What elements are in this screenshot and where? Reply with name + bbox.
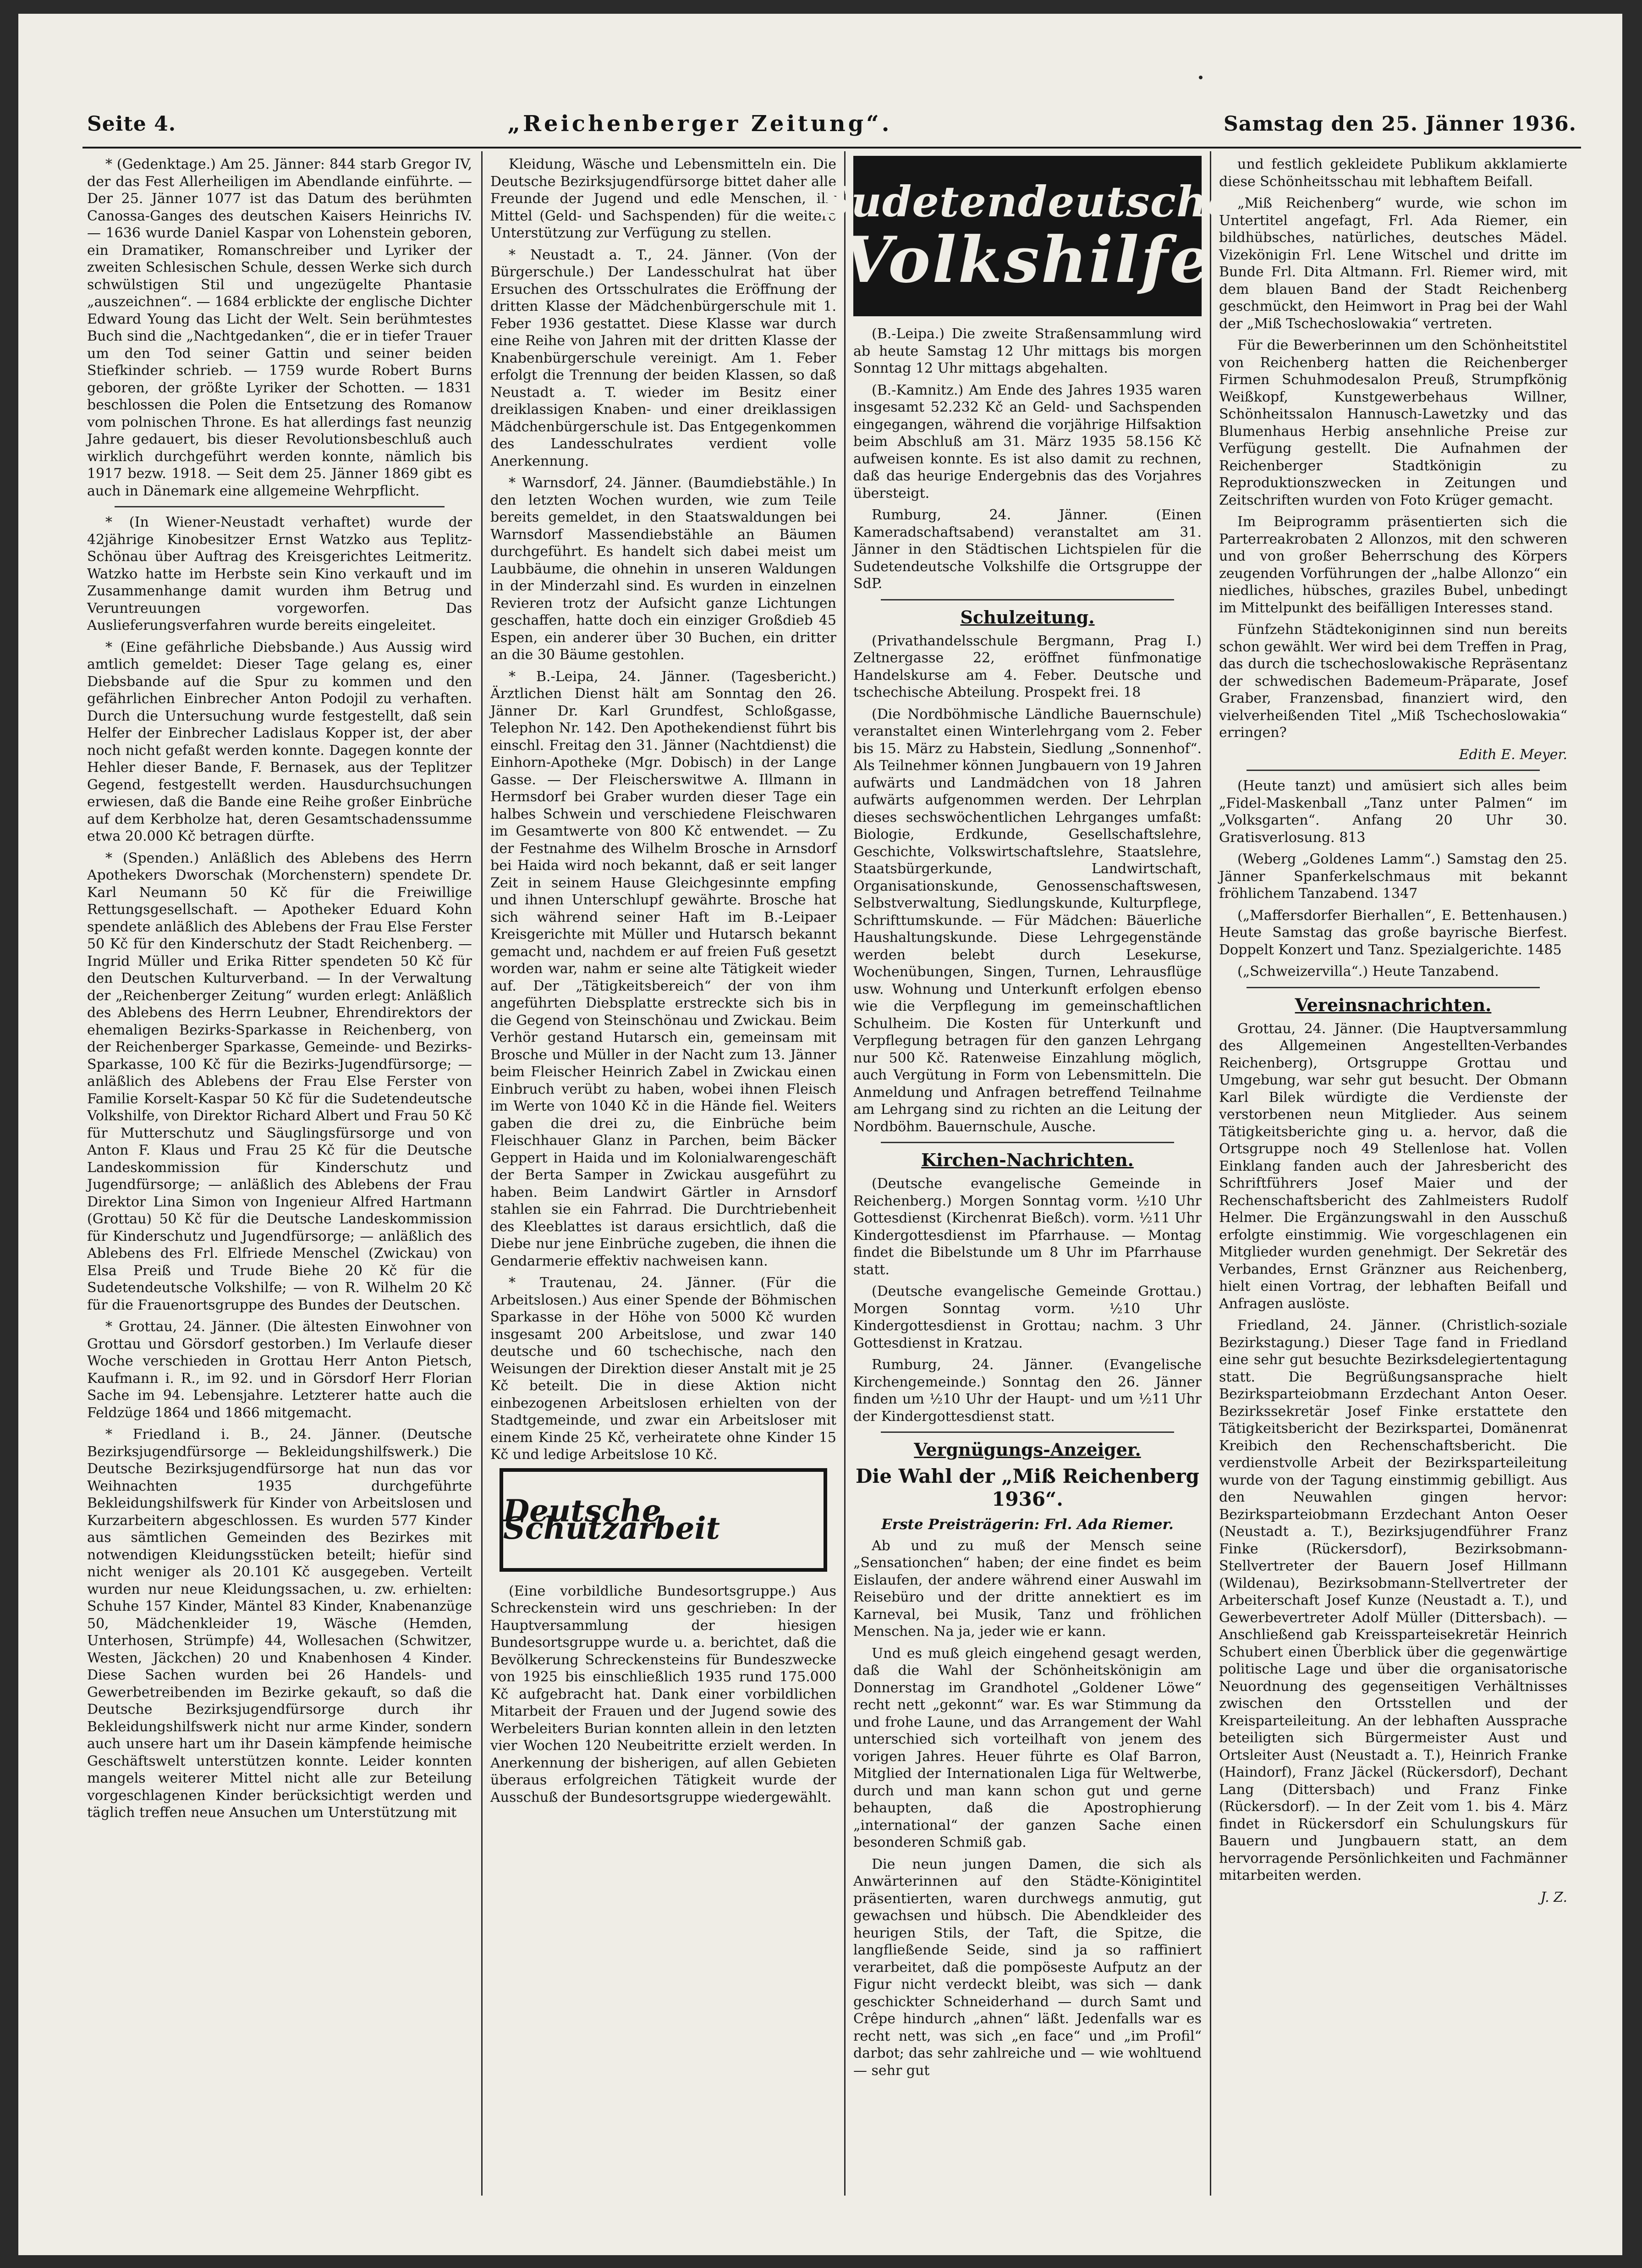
ad-goldenes-lamm: (Weberg „Goldenes Lamm“.) Samstag den 25. Jänner Spanferkelschmaus mit bekannt fröhlichem Tanzabend. 1347	[1219, 851, 1567, 902]
issue-date: Samstag den 25. Jänner 1936.	[1223, 112, 1576, 136]
kirchen-heading: Kirchen-Nachrichten.	[921, 1150, 1134, 1170]
column-2	[490, 156, 836, 2200]
page-number: Seite 4.	[87, 112, 176, 136]
article-spenden: * (Spenden.) Anläßlich des Ablebens des Herrn Apothekers Dworschak (Morchenstern) spendete Dr. Karl Neumann 50 Kč für die Freiwillige Rettungsgesellschaft. — Apotheker Eduard Kohn spendete anläßlich des Ablebens der Frau Else Ferster 50 Kč für den Kinderschutz der Stadt Reichenberg. — Ingrid Müller und Erika Ritter spendeten 50 Kč für den Deutschen Kulturverband. — In der Verwaltung der „Reichenberger Zeitung“ wurden erlegt: Anläßlich des Ablebens des Herrn Leubner, Ehrendirektors der ehemaligen Bezirks-Sparkasse in Reichenberg, von der Reichenberger Sparkasse, Gemeinde- und Bezirks-Sparkasse, 100 Kč für die Bezirks-Jugendfürsorge; — anläßlich des Ablebens der Frau Else Ferster von Familie Korselt-Kaspar 50 Kč für die Sudetendeutsche Volkshilfe, von Direktor Richard Albert und Frau 50 Kč für Mutterschutz und Säuglingsfürsorge und von Anton F. Klaus und Frau 25 Kč für die Deutsche Landeskommission für Kinderschutz und Jugendfürsorge; — anläßlich des Ablebens der Frau Direktor Lina Simon von Ingenieur Alfred Hartmann (Grottau) 50 Kč für die Deutsche Landeskommission für Kinderschutz und Jugendfürsorge; — anläßlich des Ablebens des Frl. Elfriede Menschel (Zwickau) von Elsa Preiß und Trude Biehe 20 Kč für die Sudetendeutsche Volkshilfe; — von R. Wilhelm 20 Kč für die Frauenortsgruppe des Bundes der Deutschen.	[87, 850, 472, 1313]
article-bauernschule: (Die Nordböhmische Ländliche Bauernschule) veranstaltet einen Winterlehrgang vom 2. Feber bis 15. März zu Habstein, Siedlung „Sonnenhof“. Als Teilnehmer können Jungbauern von 19 Jahren aufwärts und Landmädchen von 18 Jahren aufwärts aufgenommen werden. Der Lehrplan dieses sechswöchentlichen Lehrganges umfaßt: Biologie, Erdkunde, Gesellschaftslehre, Geschichte, Volkswirtschaftslehre, Staatslehre, Staatsbürgerkunde, Landwirtschaft, Organisationskunde, Genossenschaftswesen, Selbstverwaltung, Siedlungskunde, Kulturpflege, Schrifttumskunde. — Für Mädchen: Bäuerliche Haushaltungskunde. Diese Lehrgegenstände werden belebt durch Lesekurse, Wochenübungen, Singen, Turnen, Lehrausflüge usw. Wohnung und Unterkunft erfolgen ebenso wie die Verpflegung im gemeinschaftlichen Schulheim. Die Kosten für Unterkunft und Verpflegung betragen für den ganzen Lehrgang nur 500 Kč. Ratenweise Einzahlung möglich, auch Vergütung in Form von Lebensmitteln. Die Anmeldung und Anfragen betreffend Teilnahme am Lehrgang sind zu richten an die Leitung der Nordböhm. Bauernschule, Ausche.	[853, 706, 1202, 1135]
section-separator	[881, 1142, 1174, 1143]
newspaper-title: „Reichenberger Zeitung“.	[507, 111, 892, 137]
miss-paragraph-3: Die neun jungen Damen, die sich als Anwärterinnen auf den Städte-Königintitel präsentierten, waren durchwegs anmutig, gut gewachsen und hübsch. Die Abendkleider des heurigen Stils, der Taft, die Spitze, die langfließende Seide, sind ja so raffiniert verarbeitet, daß die pompöseste Aufputz an der Figur nicht verdeckt bleibt, was sich — dank geschickter Schneiderhand — durch Samt und Crêpe hindurch „ahnen“ läßt. Jedenfalls war es recht nett, was sich „en face“ und „im Profil“ darbot; das sehr zahlreiche und — wie wohltuend — sehr gut	[853, 1856, 1202, 2079]
article-friedland: * Friedland i. B., 24. Jänner. (Deutsche Bezirksjugendfürsorge — Bekleidungshilfswerk.) Die Deutsche Bezirksjugendfürsorge hat nun das vor Weihnachten 1935 durchgeführte Bekleidungshilfswerk für Kinder von Arbeitslosen und Kurzarbeitern abgeschlossen. Es wurden 577 Kinder aus sämtlichen Gemeinden des Bezirkes mit notwendigen Kleidungsstücken beteilt; hiefür sind nicht weniger als 20.101 Kč ausgegeben. Verteilt wurden nur neue Kleidungssachen, u. zw. erhielten: Schuhe 157 Kinder, Mäntel 83 Kinder, Knabenanzüge 50, Mädchenkleider 19, Wäsche (Hemden, Unterhosen, Strümpfe) 44, Wollesachen (Schwitzer, Westen, Jäckchen) 20 und Knabenhosen 4 Kinder. Diese Sachen wurden bei 26 Handels- und Gewerbetreibenden im Bezirke gekauft, so daß die Deutsche Bezirksjugendfürsorge durch ihr Bekleidungshilfswerk nicht nur arme Kinder, sondern auch unsere hart um ihr Dasein kämpfende heimische Geschäftswelt unterstützen konnte. Leider konnten mangels weiterer Mittel nicht alle zur Beteilung vorgeschlagenen Kinder berücksichtigt werden und täglich treffen neue Ansuchen um Unterstützung mit	[87, 1426, 472, 1821]
binding-hole	[1199, 76, 1203, 79]
article-separator	[115, 506, 445, 507]
article-volkshilfe-kamnitz: (B.-Kamnitz.) Am Ende des Jahres 1935 waren insgesamt 52.232 Kč an Geld- und Sachspenden eingegangen, während die vorjährige Hilfsaktion beim Abschluß am 31. März 1935 58.156 Kč aufweisen konnte. Es ist also damit zu rechnen, daß das heurige Endergebnis das des Vorjahres übersteigt.	[853, 382, 1202, 501]
miss-paragraph-5: „Miß Reichenberg“ wurde, wie schon im Untertitel angefagt, Frl. Ada Riemer, ein bildhübsches, natürliches, deutsches Mädel. Vizekönigin Frl. Lene Witschel und dritte im Bunde Frl. Dita Altmann. Frl. Riemer wird, mit dem blauen Band der Stadt Reichenberg geschmückt, den Heimwort in Prag bei der Wahl der „Miß Tschechoslowakia“ vertreten.	[1219, 195, 1567, 332]
section-separator	[881, 599, 1174, 600]
miss-paragraph-6: Für die Bewerberinnen um den Schönheitstitel von Reichenberg hatten die Reichenberger Firmen Schuhmodesalon Preuß, Strumpfkönig Weißkopf, Kunstgewerbehaus Willner, Schönheitssalon Hannusch-Lawetzky und das Blumenhaus Herbig ansehnliche Preise zur Verfügung gestellt. Die Aufnahmen der Reichenberger Stadtkönigin zu Reproduktionszwecken in Zeitungen und Zeitschriften wurden von Foto Krüger gemacht.	[1219, 337, 1567, 508]
article-gedenktage: * (Gedenktage.) Am 25. Jänner: 844 starb Gregor IV, der das Fest Allerheiligen im Abendlande einführte. — Der 25. Jänner 1077 ist das Datum des berühmten Canossa-Ganges des deutschen Kaisers Heinrichs IV. — 1636 wurde Daniel Kaspar von Lohenstein geboren, ein Dramatiker, Romanschreiber und Lyriker der zweiten Schlesischen Schule, dessen Werke sich durch schwülstigen Stil und ungezügelte Phantasie „auszeichnen“. — 1684 erblickte der englische Dichter Edward Young das Licht der Welt. Sein berühmtestes Buch sind die „Nachtgedanken“, die er in tiefer Trauer um den Tod seiner Gattin und seiner beiden Stiefkinder schrieb. — 1759 wurde Robert Burns geboren, der größte Lyriker der Schotten. — 1831 beschlossen die Polen die Entsetzung des Romanow vom polnischen Throne. Es hat allerdings fast neunzig Jahre gedauert, bis dieser Revolutionsbeschluß auch wirklich durchgeführt werden konnte, nämlich bis 1917 bezw. 1918. — Seit dem 25. Jänner 1869 gibt es auch in Dänemark eine allgemeine Wehrpflicht.	[87, 156, 472, 499]
schutzarbeit-heading-box	[500, 1468, 827, 1572]
article-grottau: * Grottau, 24. Jänner. (Die ältesten Einwohner von Grottau und Görsdorf gestorben.) Im Verlaufe dieser Woche verschieden in Grottau Herr Anton Pietsch, Kaufmann i. R., im 92. und in Görsdorf Herr Florian Sache im 94. Lebensjahre. Letzterer hatte auch die Feldzüge 1864 und 1866 mitgemacht.	[87, 1319, 472, 1421]
schutzarbeit-heading: Deutsche Schutzarbeit	[503, 1493, 720, 1546]
vergnuegung-heading: Vergnügungs-Anzeiger.	[914, 1439, 1141, 1460]
article-warnsdorf: * Warnsdorf, 24. Jänner. (Baumdiebstähle.) In den letzten Wochen wurden, wie zum Teile bereits gemeldet, in den Staatswaldungen bei Warnsdorf Massendiebstähle an Bäumen durchgeführt. Es handelt sich dabei meist um Laubbäume, die ohnehin in unseren Waldungen in der Minderzahl sind. Es wurden in einzelnen Revieren trotz der Aufsicht ganze Lichtungen geschaffen, hatte doch ein einziger Großdieb 45 Espen, ein anderer über 30 Buchen, ein dritter an die 30 Bäume gestohlen.	[490, 475, 836, 663]
article-wiener-neustadt: * (In Wiener-Neustadt verhaftet) wurde der 42jährige Kinobesitzer Ernst Watzko aus Teplitz-Schönau über Auftrag des Kreisgerichtes Leitmeritz. Watzko hatte im Herbste sein Kino verkauft und im Zusammenhange damit wurden ihm Betrug und Veruntreuungen vorgeworfen. Das Auslieferungsverfahren wurde bereits eingeleitet.	[87, 514, 472, 633]
verein-heading: Vereinsnachrichten.	[1295, 994, 1492, 1015]
section-separator	[1247, 770, 1540, 771]
banner-line-1: Sudetendeutsche	[820, 177, 1235, 226]
banner-line-2: Volkshilfe	[843, 222, 1212, 297]
kirchen-reichenberg: (Deutsche evangelische Gemeinde in Reichenberg.) Morgen Sonntag vorm. ½10 Uhr Gottesdienst (Kirchenrat Bießch). vorm. ½11 Uhr Kindergottesdienst im Pfarrhause. — Montag findet die Bibelstunde um 8 Uhr im Pfarrhause statt.	[853, 1176, 1202, 1278]
kirchen-grottau: (Deutsche evangelische Gemeinde Grottau.) Morgen Sonntag vorm. ½10 Uhr Kindergottesdienst in Grottau; nachm. 3 Uhr Gottesdienst in Kratzau.	[853, 1283, 1202, 1351]
ad-schweizervilla: („Schweizervilla“.) Heute Tanzabend.	[1237, 963, 1499, 980]
kirchen-rumburg: Rumburg, 24. Jänner. (Evangelische Kirchengemeinde.) Sonntag den 26. Jänner finden um ½10 Uhr der Haupt- und um ½11 Uhr der Kindergottesdienst statt.	[853, 1357, 1202, 1425]
section-separator	[881, 1431, 1174, 1433]
column-3	[820, 156, 1235, 2200]
article-neustadt: * Neustadt a. T., 24. Jänner. (Von der Bürgerschule.) Der Landesschulrat hat über Ersuchen des Ortsschulrates die Eröffnung der dritten Klasse der Mädchenbürgerschule mit 1. Feber 1936 gestattet. Diese Klasse war durch eine Reihe von Jahren mit der dritten Klasse der Knabenbürgerschule vereinigt. Am 1. Feber erfolgt die Trennung der beiden Klassen, so daß Neustadt a. T. wieder im Besitz einer dreiklassigen Knaben- und einer dreiklassigen Mädchenbürgerschule ist. Das Entgegenkommen des Landesschulrates verdient volle Anerkennung.	[490, 247, 836, 469]
schulzeitung-heading: Schulzeitung.	[960, 606, 1095, 628]
miss-paragraph-7: Im Beiprogramm präsentierten sich die Parterreakrobaten 2 Allonzos, mit den schweren und von großer Beherrschung des Körpers zeugenden Vorführungen der „halbe Allonzo“ ein niedliches, hübsches, graziles Bubel, unbedingt im Mittelpunkt des beifälligen Interesses stand.	[1219, 514, 1567, 616]
header-rule	[82, 147, 1581, 149]
newspaper-page	[18, 14, 1622, 2255]
article-diebsbande: * (Eine gefährliche Diebsbande.) Aus Aussig wird amtlich gemeldet: Dieser Tage gelang es, einer Diebsbande auf die Spur zu kommen und den gefährlichen Einbrecher Anton Podojil zu verhaften. Durch die Untersuchung wurde festgestellt, daß sein Helfer der Einbrecher Ladislaus Kopper ist, der aber noch nicht gefaßt werden konnte. Dagegen konnte der Hehler dieser Bande, F. Bernasek, aus der Teplitzer Gegend, festgestellt werden. Hausdurchsuchungen erwiesen, daß die Bande eine Reihe großer Einbrüche auf dem Kerbholze hat, deren Gesamtschadenssumme etwa 20.000 Kč betragen dürfte.	[87, 639, 472, 844]
miss-paragraph-1: Ab und zu muß der Mensch seine „Sensationchen“ haben; der eine findet es beim Eislaufen, der andere während einer Auswahl im Reisebüro und der dritte annektiert es im Karneval, bei Musik, Tanz und fröhlichen Menschen. Na ja, jeder wie er kann.	[853, 1537, 1202, 1640]
verein-grottau: Grottau, 24. Jänner. (Die Hauptversammlung des Allgemeinen Angestellten-Verbandes Reichenberg), Ortsgruppe Grottau und Umgebung, war sehr gut besucht. Der Obmann Karl Bilek würdigte die Verdienste der verstorbenen neun Mitglieder. Aus seinem Tätigkeitsberichte ging u. a. hervor, daß die Ortsgruppe noch 49 Stellenlose hat. Vollen Einklang fanden auch der Jahresbericht des Schriftführers Josef Maier und der Rechenschaftsbericht des Zahlmeisters Rudolf Helmer. Die Ergänzungswahl in den Ausschuß erfolgte einstimmig. Wie vorgeschlagenen ein Mitglieder wurden genehmigt. Der Sekretär des Verbandes, Ernst Gränzner aus Reichenberg, hielt einen Vortrag, der lebhaften Beifall und Anfragen auslöste.	[1219, 1020, 1567, 1312]
miss-paragraph-4: und festlich gekleidete Publikum akklamierte diese Schönheitsschau mit lebhaftem Beifall.	[1219, 156, 1567, 190]
section-separator	[1247, 987, 1540, 988]
page-header	[87, 103, 1576, 144]
column-divider-3	[1210, 151, 1211, 2196]
miss-paragraph-8: Fünfzehn Städtekoniginnen sind nun bereits schon gewählt. Wer wird bei dem Treffen in Prag, das durch die tschechoslowakische Repräsentanz der schwedischen Bademeum-Präparate, Josef Graber, Franzensbad, finanziert wird, den vielverheißenden Titel „Miß Tschechoslowakia“ erringen?	[1219, 622, 1567, 741]
article-b-leipa: * B.-Leipa, 24. Jänner. (Tagesbericht.) Ärztlichen Dienst hält am Sonntag den 26. Jänner Dr. Karl Grundfest, Schloßgasse, Telephon Nr. 142. Den Apothekendienst führt bis einschl. Freitag den 31. Jänner (Nachtdienst) die Einhorn-Apotheke (Mgr. Dobisch) in der Lange Gasse. — Der Fleischerswitwe A. Illmann in Hermsdorf bei Graber wurden dieser Tage ein halbes Schwein und verschiedene Fleischwaren im Gesamtwerte von 800 Kč entwendet. — Zu der Festnahme des Wilhelm Brosche in Arnsdorf bei Haida wird noch bekannt, daß er seit langer Zeit in seinem Hause Gleichgesinnte empfing und ihnen Unterschlupf gewährte. Brosche hat sich während seiner Haft im B.-Leipaer Kreisgerichte mit Müller und Hutarsch bekannt gemacht und, nachdem er auf freien Fuß gesetzt worden war, nahm er seine alte Tätigkeit wieder auf. Der „Tätigkeitsbereich“ der von ihm angeführten Diebsplatte erstreckte sich bis in die Gegend von Steinschönau und Zwickau. Beim Verhör gestand Hutarsch ein, gemeinsam mit Brosche und Müller in der Nacht zum 13. Jänner beim Fleischer Heinrich Zabel in Zwickau einen Einbruch verübt zu haben, wobei ihnen Fleisch im Werte von 1040 Kč in die Hände fiel. Weiters gaben die drei zu, die Einbrüche beim Fleischhauer Glanz in Parchen, beim Bäcker Geppert in Haida und im Kolonialwarengeschäft der Berta Samper in Zwickau ausgeführt zu haben. Beim Landwirt Gärtler in Arnsdorf stahlen sie ein Fahrrad. Die Durchtriebenheit des Kleeblattes ist daraus ersichtlich, daß die Diebe nur jene Einbrüche zugeben, die ihnen die Gendarmerie effektiv nachweisen kann.	[490, 668, 836, 1269]
ad-bergmann: (Privathandelsschule Bergmann, Prag I.) Zeltnergasse 22, eröffnet fünfmonatige Handelskurse am 4. Feber. Deutsche und tschechische Abteilung. Prospekt frei. 18	[853, 633, 1202, 700]
miss-paragraph-2: Und es muß gleich eingehend gesagt werden, daß die Wahl der Schönheitskönigin am Donnerstag im Grandhotel „Goldener Löwe“ recht nett „gekonnt“ war. Es war Stimmung da und frohe Laune, und das Arrangement der Wahl unterschied sich vorteilhaft von jenem des vorigen Jahres. Heuer führte es Olaf Barron, Mitglied der Internationalen Liga für Weltwerbe, durch und man kann schon gut und gerne behaupten, daß die Apostrophierung „international“ der ganzen Sache einen besonderen Schmiß gab.	[853, 1645, 1202, 1850]
ad-volksgarten: (Heute tanzt) und amüsiert sich alles beim „Fidel-Maskenball „Tanz unter Palmen“ im „Volksgarten“. Anfang 20 Uhr 30. Gratisverlosung. 813	[1219, 778, 1567, 846]
verein-signature: J. Z.	[1540, 1889, 1567, 1905]
miss-subheading: Erste Preisträgerin: Frl. Ada Riemer.	[881, 1516, 1174, 1533]
volkshilfe-banner	[820, 156, 1235, 316]
ad-bierhallen: („Maffersdorfer Bierhallen“, E. Bettenhausen.) Heute Samstag das große bayrische Bierfest. Doppelt Konzert und Tanz. Spezialgerichte. 1485	[1219, 907, 1567, 958]
author-signature: Edith E. Meyer.	[1459, 746, 1567, 763]
article-schreckenstein: (Eine vorbildliche Bundesortsgruppe.) Aus Schreckenstein wird uns geschrieben: In der Hauptversammlung der hiesigen Bundesortsgruppe wurde u. a. berichtet, daß die Bevölkerung Schreckensteins für Bundeszwecke von 1925 bis einschließlich 1935 rund 175.000 Kč aufgebracht hat. Dank einer vorbildlichen Mitarbeit der Frauen und der Jugend sowie des Werbeleiters Burian konnten allein in den letzten vier Wochen 120 Neubeitritte erzielt werden. In Anerkennung der bisherigen, auf allen Gebieten überaus erfolgreichen Tätigkeit wurde der Ausschuß der Bundesortsgruppe wiedergewählt.	[490, 1583, 836, 1806]
column-divider-2	[844, 151, 846, 2196]
column-1	[87, 156, 472, 2200]
column-4	[1219, 156, 1567, 2200]
article-trautenau: * Trautenau, 24. Jänner. (Für die Arbeitslosen.) Aus einer Spende der Böhmischen Sparkasse in der Höhe von 5000 Kč wurden insgesamt 200 Arbeitslose, und zwar 140 deutsche und 60 tschechische, nach den Weisungen der Direktion dieser Anstalt mit je 25 Kč beteilt. Die in diese Aktion nicht einbezogenen Arbeitslosen erhielten von der Stadtgemeinde, und zwar ein Arbeitsloser mit einem Kinde 25 Kč, verheiratete ohne Kinder 15 Kč und ledige Arbeitslose 10 Kč.	[490, 1275, 836, 1463]
article-friedland-cont: Kleidung, Wäsche und Lebensmitteln ein. Die Deutsche Bezirksjugendfürsorge bittet daher alle Freunde der Jugend und edle Menschen, ihr Mittel (Geld- und Sachspenden) für die weitere Unterstützung zur Verfügung zu stellen.	[490, 156, 836, 241]
verein-friedland: Friedland, 24. Jänner. (Christlich-soziale Bezirkstagung.) Dieser Tage fand in Friedland eine sehr gut besuchte Bezirksdelegiertentagung statt. Die Begrüßungsansprache hielt Bezirksparteiobmann Erzdechant Anton Oeser. Bezirkssekretär Josef Finke erstattete den Tätigkeitsbericht der Bezirkspartei, Domänenrat Kreibich den Rechenschaftsbericht. Die verdienstvolle Arbeit der Bezirksparteileitung wurde von der Tagung einstimmig gebilligt. Aus den Neuwahlen gingen hervor: Bezirksparteiobmann Erzdechant Anton Oeser (Neustadt a. T.), Bezirksjugendführer Franz Finke (Rückersdorf), Bezirksobmann-Stellvertreter der Bauern Josef Hillmann (Wildenau), Bezirksobmann-Stellvertreter der Arbeiterschaft Josef Kunze (Neustadt a. T.), und Gewerbevertreter Adolf Müller (Dittersbach). — Anschließend gab Kreissparteisekretär Heinrich Schubert einen Überblick über die gegenwärtige politische Lage und über die organisatorische Neuordnung des gegenseitigen Verhältnisses zwischen den Ortsstellen und der Kreisparteileitung. An der lebhaften Aussprache beteiligten sich Bürgermeister Aust und Ortsleiter Aust (Neustadt a. T.), Heinrich Franke (Haindorf), Franz Jäckel (Rückersdorf), Dechant Lang (Dittersbach) und Franz Finke (Rückersdorf). — In der Zeit vom 1. bis 4. März findet in Rückersdorf ein Schulungskurs für Bauern und Jungbauern statt, an dem hervorragende Persönlichkeiten und Fachmänner mitarbeiten werden.	[1219, 1317, 1567, 1883]
article-volkshilfe-leipa: (B.-Leipa.) Die zweite Straßensammlung wird ab heute Samstag 12 Uhr mittags bis morgen Sonntag 12 Uhr mittags abgehalten.	[853, 326, 1202, 376]
article-volkshilfe-rumburg: Rumburg, 24. Jänner. (Einen Kameradschaftsabend) veranstaltet am 31. Jänner in den Städtischen Lichtspielen für die Sudetendeutsche Volkshilfe die Ortsgruppe der SdP.	[853, 507, 1202, 592]
miss-heading: Die Wahl der „Miß Reichenberg 1936“.	[855, 1465, 1200, 1510]
column-divider-1	[481, 151, 483, 2196]
